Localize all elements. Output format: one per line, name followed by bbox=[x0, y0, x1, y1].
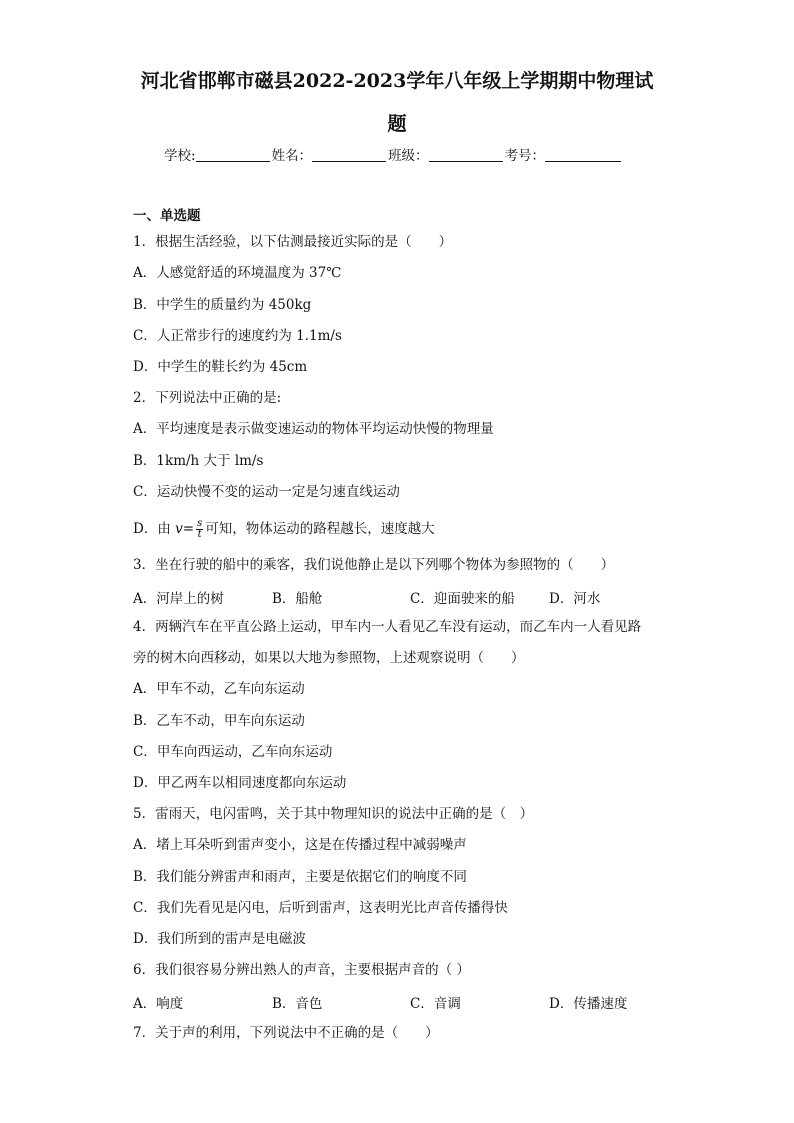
question-5-option-b: B．我们能分辨雷声和雨声，主要是依据它们的响度不同 bbox=[133, 869, 467, 885]
q2d-numerator: s bbox=[197, 518, 203, 529]
question-5-stem: 5．雷雨天，电闪雷鸣，关于其中物理知识的说法中正确的是（ ） bbox=[133, 806, 534, 822]
q2d-suffix: 可知，物体运动的路程越长，速度越大 bbox=[205, 521, 435, 537]
exam-title-line2: 题 bbox=[387, 113, 407, 135]
class-label: 班级： bbox=[388, 148, 429, 164]
question-4-stem-line1: 4．两辆汽车在平直公路上运动，甲车内一人看见乙车没有运动，而乙车内一人看见路 bbox=[133, 619, 642, 635]
question-5-option-c: C．我们先看见是闪电，后听到雷声，这表明光比声音传播得快 bbox=[133, 900, 508, 916]
question-4-option-c: C．甲车向西运动，乙车向东运动 bbox=[133, 744, 333, 760]
section-heading: 一、单选题 bbox=[133, 208, 201, 224]
q2d-fraction bbox=[196, 519, 203, 540]
question-5-option-a: A．堵上耳朵听到雷声变小，这是在传播过程中减弱噪声 bbox=[133, 837, 467, 853]
name-blank[interactable] bbox=[312, 148, 386, 162]
question-3-stem: 3．坐在行驶的船中的乘客，我们说他静止是以下列哪个物体为参照物的（ ） bbox=[133, 557, 615, 573]
question-1-option-a: A．人感觉舒适的环境温度为 37℃ bbox=[133, 265, 342, 281]
name-label: 姓名： bbox=[271, 148, 313, 164]
question-2-stem: 2．下列说法中正确的是: bbox=[133, 390, 282, 406]
school-blank[interactable] bbox=[196, 148, 270, 162]
question-4-option-d: D．甲乙两车以相同速度都向东运动 bbox=[133, 775, 347, 791]
question-4-stem-line2: 旁的树木向西移动，如果以大地为参照物，上述观察说明（ ） bbox=[133, 650, 525, 666]
question-1-option-c: C．人正常步行的速度约为 1.1m/s bbox=[133, 328, 342, 344]
question-6-option-c: C．音调 bbox=[410, 996, 461, 1012]
question-1-stem: 1．根据生活经验，以下估测最接近实际的是（ ） bbox=[133, 234, 453, 250]
question-3-option-a: A．河岸上的树 bbox=[133, 591, 224, 607]
question-6-option-a: A．响度 bbox=[133, 996, 184, 1012]
question-3-option-b: B．船舱 bbox=[272, 591, 323, 607]
q2d-equals: = bbox=[182, 521, 195, 537]
question-3-options bbox=[133, 587, 653, 605]
exam-no-blank[interactable] bbox=[545, 148, 621, 162]
q2d-velocity-symbol: v bbox=[175, 521, 183, 537]
question-2-option-c: C．运动快慢不变的运动一定是匀速直线运动 bbox=[133, 484, 400, 500]
question-2-option-a: A．平均速度是表示做变速运动的物体平均运动快慢的物理量 bbox=[133, 421, 494, 437]
exam-no-label: 考号： bbox=[504, 148, 546, 164]
question-1-option-d: D．中学生的鞋长约为 45cm bbox=[133, 359, 308, 375]
question-2-option-b: B．1km/h 大于 lm/s bbox=[133, 453, 264, 469]
question-3-option-d: D．河水 bbox=[549, 591, 601, 607]
q2d-denominator: t bbox=[197, 529, 202, 540]
student-info-row bbox=[164, 144, 623, 164]
question-7-stem: 7．关于声的利用，下列说法中不正确的是（ ） bbox=[133, 1025, 439, 1041]
q2d-prefix: D．由 bbox=[133, 521, 176, 537]
school-label: 学校: bbox=[164, 148, 196, 164]
question-6-stem: 6．我们很容易分辨出熟人的声音，主要根据声音的（ ） bbox=[133, 962, 470, 978]
question-6-options bbox=[133, 992, 653, 1010]
question-6-option-d: D．传播速度 bbox=[549, 996, 628, 1012]
class-blank[interactable] bbox=[429, 148, 503, 162]
question-6-option-b: B．音色 bbox=[272, 996, 323, 1012]
question-3-option-c: C．迎面驶来的船 bbox=[410, 591, 515, 607]
question-1-option-b: B．中学生的质量约为 450kg bbox=[133, 297, 312, 313]
exam-title-line1: 河北省邯郸市磁县2022-2023学年八年级上学期期中物理试 bbox=[140, 70, 654, 92]
question-4-option-b: B．乙车不动，甲车向东运动 bbox=[133, 713, 305, 729]
question-4-option-a: A．甲车不动，乙车向东运动 bbox=[133, 681, 305, 697]
question-2-option-d bbox=[133, 519, 435, 540]
question-5-option-d: D．我们所到的雷声是电磁波 bbox=[133, 931, 306, 947]
